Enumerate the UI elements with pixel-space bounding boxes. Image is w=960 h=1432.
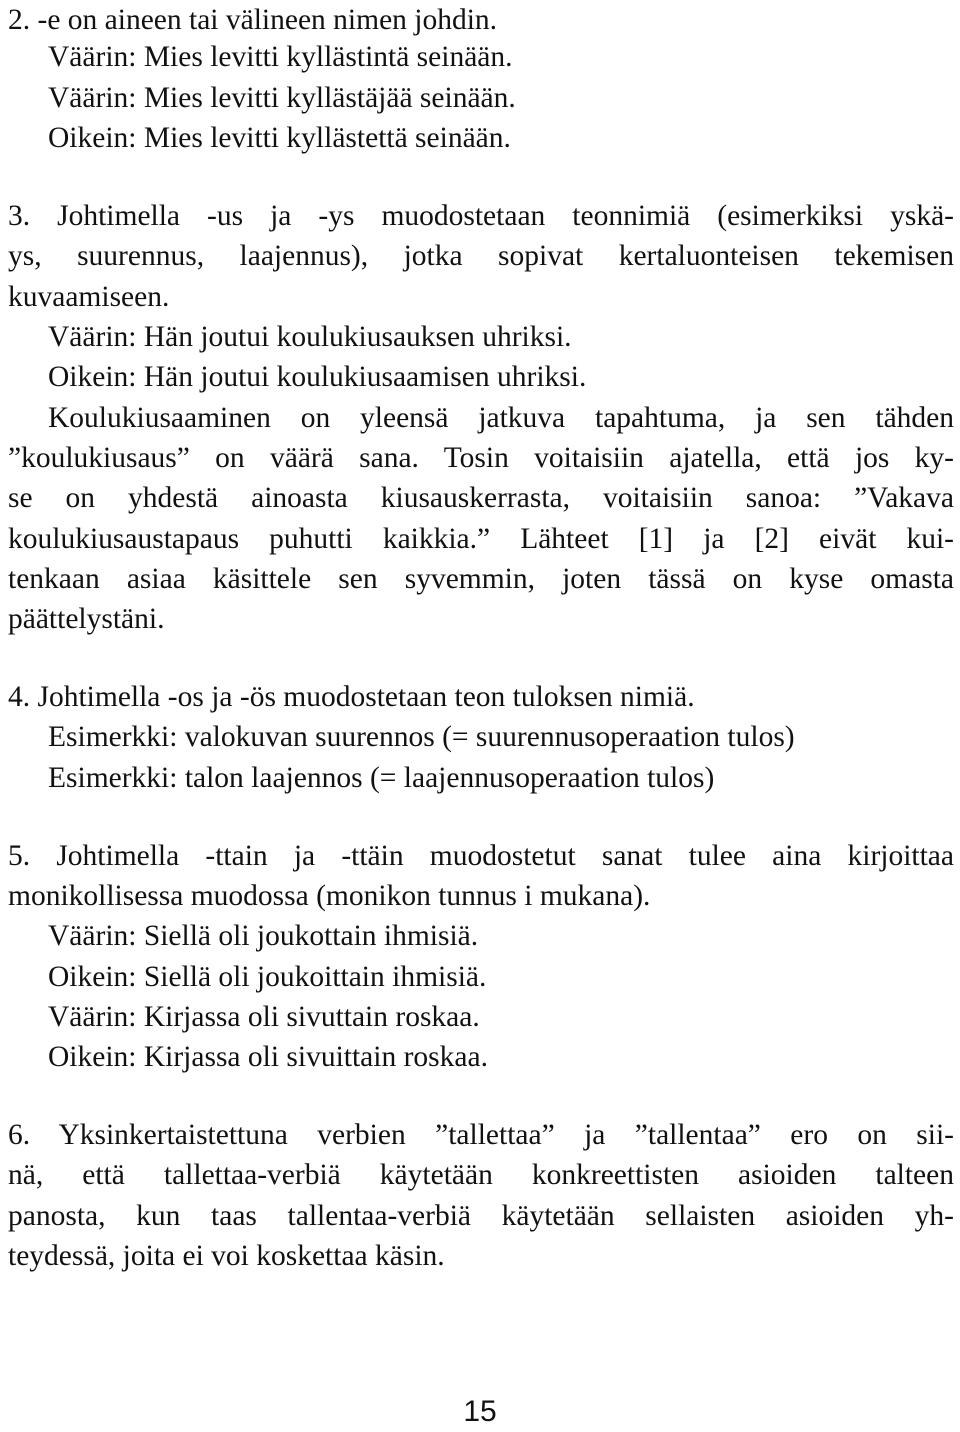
section-6-line: 6. Yksinkertaistettuna verbien ”tallettaa” ja ”tallentaa” ero on sii-: [8, 1119, 954, 1151]
note-line: Koulukiusaaminen on yleensä jatkuva tapahtuma, ja sen tähden: [48, 402, 954, 434]
section-3-line: ys, suurennus, laajennus), jotka sopivat kertaluonteisen tekemisen: [8, 240, 954, 272]
note-line: päättelystäni.: [8, 603, 165, 635]
section-6-line: nä, että tallettaa-verbiä käytetään konkreettisten asioiden talteen: [8, 1159, 954, 1191]
section-2-heading: 2. -e on aineen tai välineen nimen johdin.: [8, 4, 498, 36]
section-5-line: 5. Johtimella -ttain ja -ttäin muodostetut sanat tulee aina kirjoittaa: [8, 840, 954, 872]
note-line: se on yhdestä ainoasta kiusauskerrasta, voitaisiin sanoa: ”Vakava: [8, 482, 954, 514]
example-line: Väärin: Mies levitti kyllästintä seinään.: [48, 41, 513, 73]
section-6-line: panosta, kun taas tallentaa-verbiä käytetään sellaisten asioiden yh-: [8, 1200, 954, 1232]
example-line: Väärin: Kirjassa oli sivuttain roskaa.: [48, 1001, 480, 1033]
note-line: koulukiusaustapaus puhutti kaikkia.” Lähteet [1] ja [2] eivät kui-: [8, 523, 954, 555]
example-line: Esimerkki: valokuvan suurennos (= suurennusoperaation tulos): [48, 721, 795, 753]
example-line: Väärin: Mies levitti kyllästäjää seinään.: [48, 82, 516, 114]
example-line: Oikein: Mies levitti kyllästettä seinään.: [48, 122, 511, 154]
section-5-line: monikollisessa muodossa (monikon tunnus i mukana).: [8, 880, 651, 912]
section-6-line: teydessä, joita ei voi koskettaa käsin.: [8, 1240, 445, 1272]
example-line: Väärin: Hän joutui koulukiusauksen uhriksi.: [48, 321, 572, 353]
section-3-line: kuvaamiseen.: [8, 281, 170, 313]
section-3-line: 3. Johtimella -us ja -ys muodostetaan teonnimiä (esimerkiksi yskä-: [8, 200, 954, 232]
note-line: tenkaan asiaa käsittele sen syvemmin, joten tässä on kyse omasta: [8, 563, 954, 595]
page-number: 15: [463, 1395, 497, 1428]
example-line: Oikein: Kirjassa oli sivuittain roskaa.: [48, 1041, 488, 1073]
section-4-heading: 4. Johtimella -os ja -ös muodostetaan teon tuloksen nimiä.: [8, 681, 695, 713]
example-line: Oikein: Siellä oli joukoittain ihmisiä.: [48, 961, 487, 993]
example-line: Väärin: Siellä oli joukottain ihmisiä.: [48, 920, 479, 952]
note-line: ”koulukiusaus” on väärä sana. Tosin voitaisiin ajatella, että jos ky-: [8, 442, 954, 474]
example-line: Esimerkki: talon laajennos (= laajennusoperaation tulos): [48, 762, 715, 794]
example-line: Oikein: Hän joutui koulukiusaamisen uhriksi.: [48, 361, 587, 393]
